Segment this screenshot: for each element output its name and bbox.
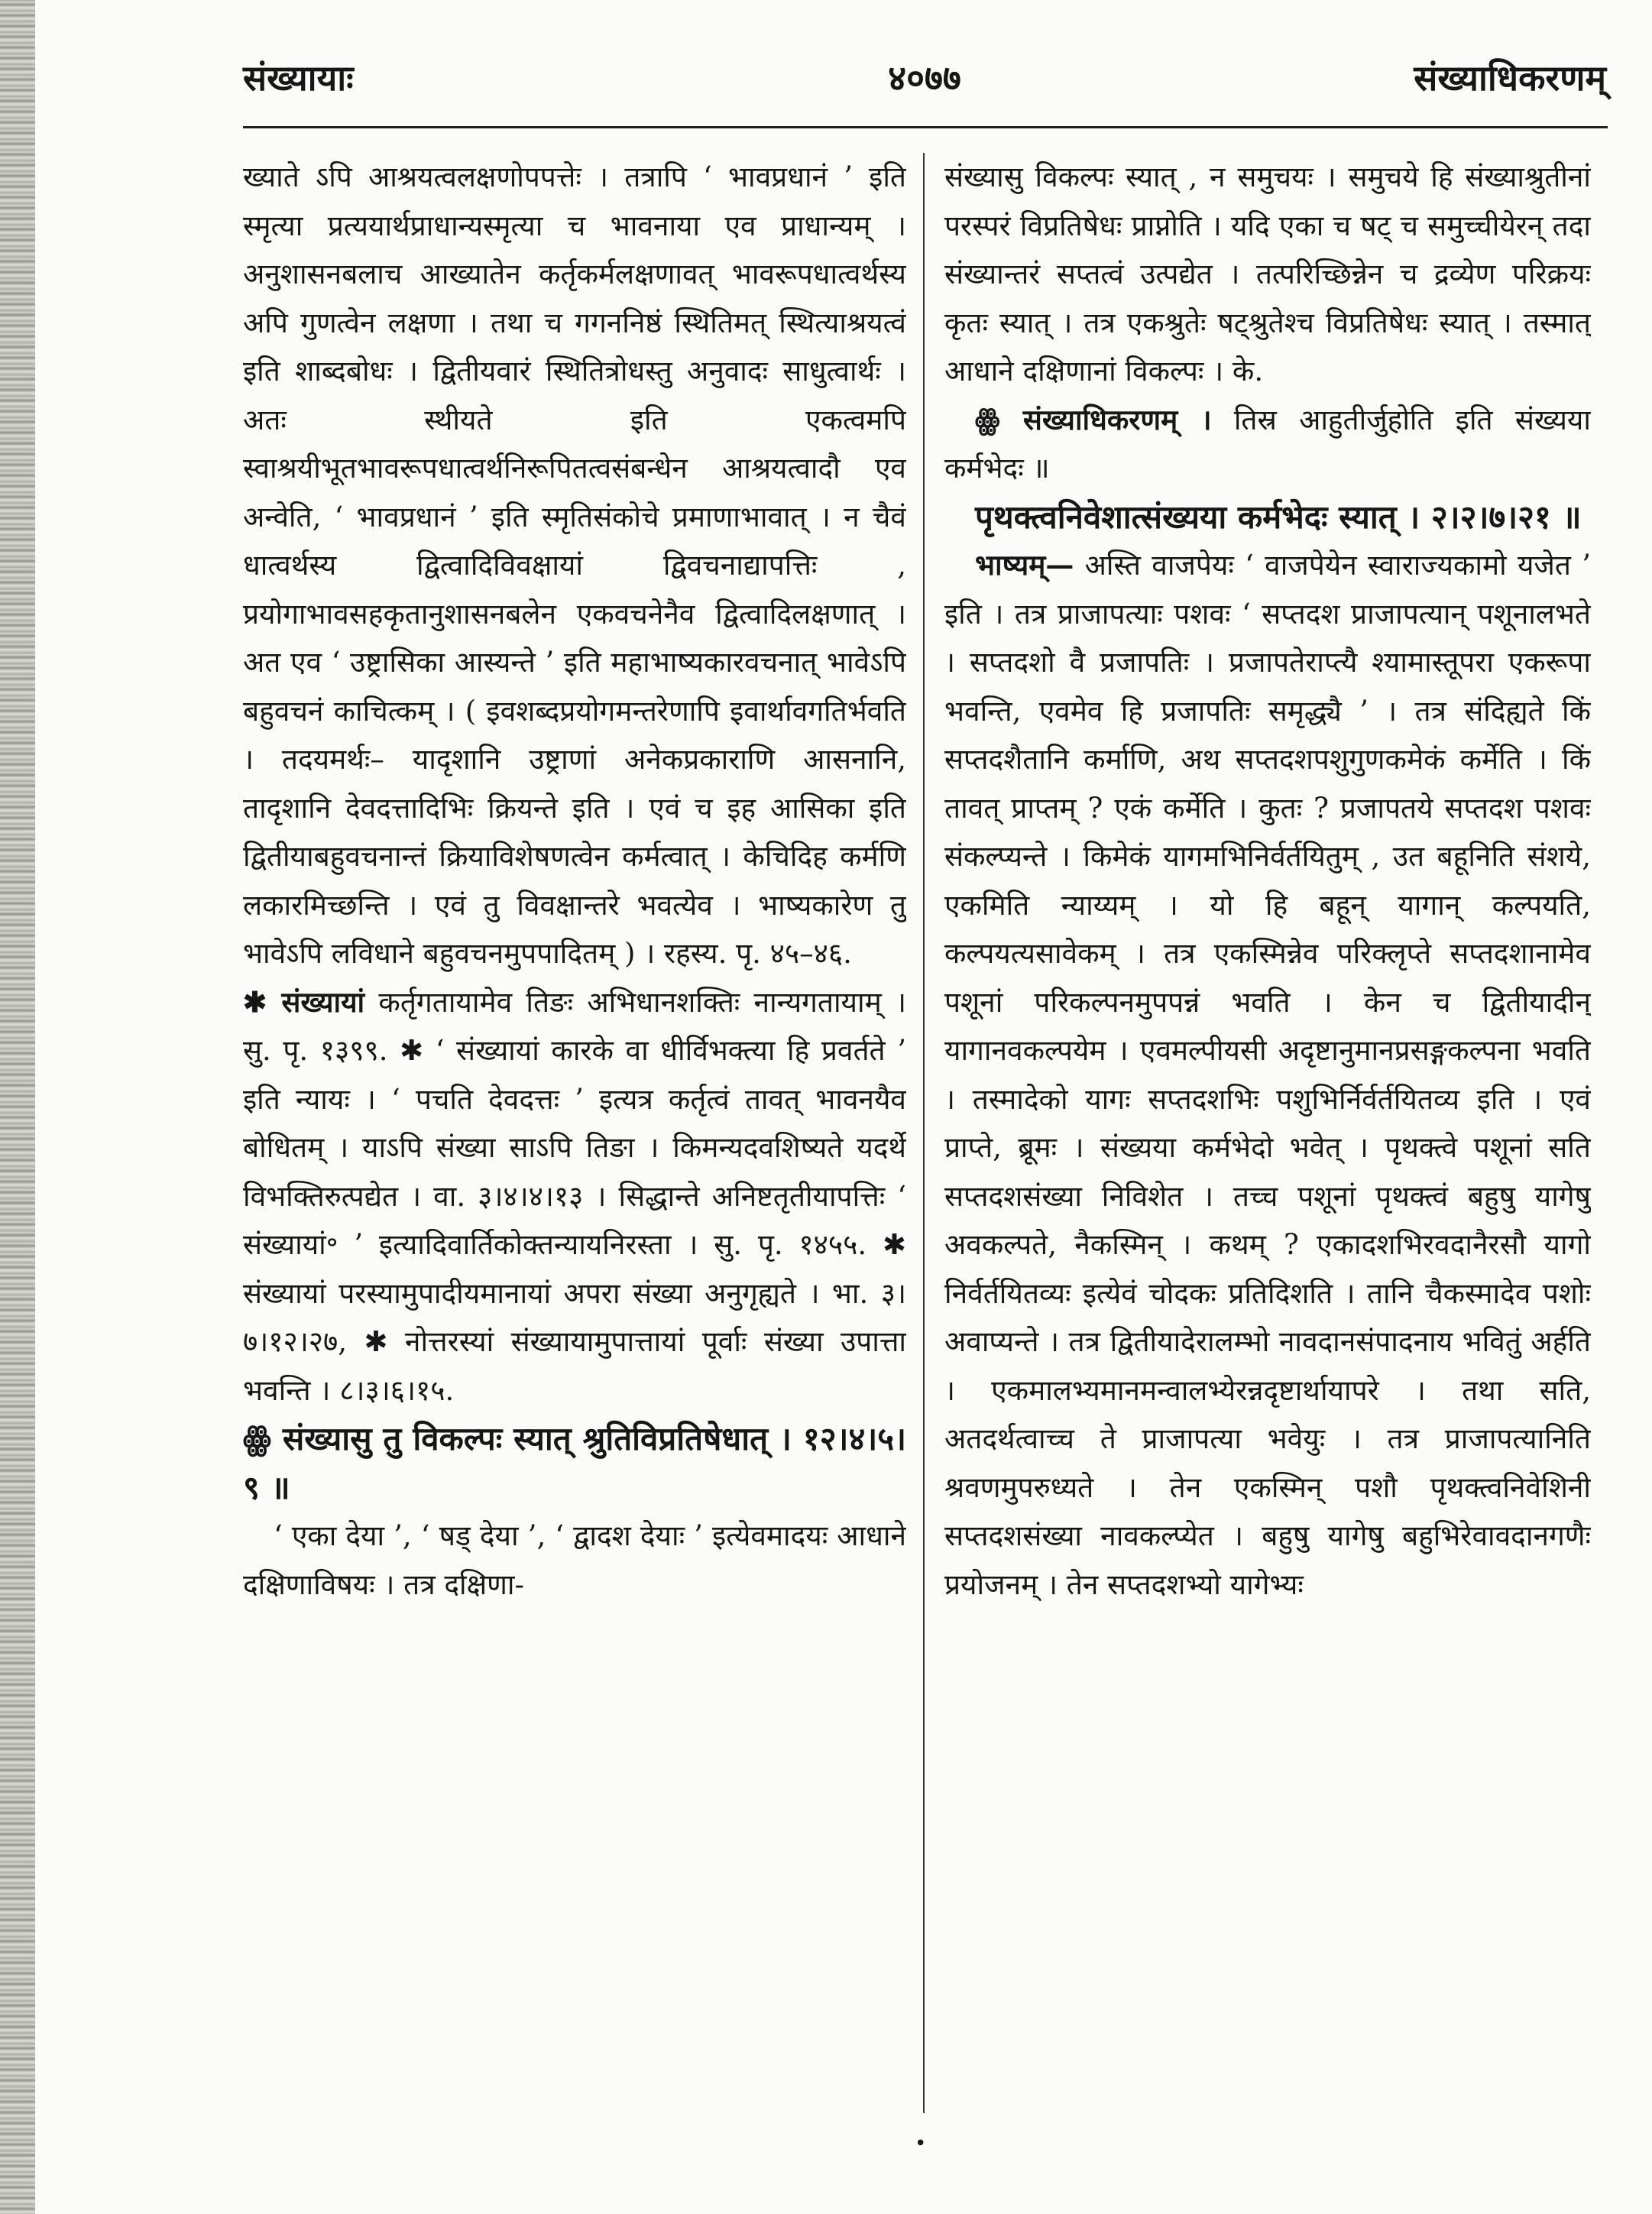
bhashya-paragraph [944,541,1591,1609]
adhikarana-summary: तिस्र आहुतीर्जुहोति इति संख्यया कर्मभेदः ॥ [944,403,1591,485]
right-column [944,153,1591,2099]
entry-text-3: ✱ संख्यायां परस्यामुपादीयमानायां अपरा संख्या अनुगृह्यते । भा. ३।७।१२।२७, [243,1228,906,1358]
adhikarana-heading-vikalpa: ꙮ संख्यासु तु विकल्पः स्यात् श्रुतिविप्रतिषेधात् । १२।४।५।९ ॥ [243,1420,906,1506]
left-paragraph-1: ख्याते ऽपि आश्रयत्वलक्षणोपपत्तेः । तत्रापि ‘ भावप्रधानं ’ इति स्मृत्या प्रत्ययार्थप्राधान्यस्मृत्या च भावनाया एव प्राधान्यम् । अनुशासनबलाच आख्यातेन कर्तृकर्मलक्षणावत् भावरूपधात्वर्थस्य अपि गुणत्वेन लक्षणा । तथा च गगननिष्ठं स्थितिमत् स्थित्याश्रयत्वं इति शाब्दबोधः । द्वितीयवारं स्थितित्रोधस्तु अनुवादः साधुत्वार्थः । अतः स्थीयते इति एकत्वमपि स्वाश्रयीभूतभावरूपधात्वर्थनिरूपितत्वसंबन्धेन आश्रयत्वादौ एव अन्वेति, ‘ भावप्रधानं ’ इति स्मृतिसंकोचे प्रमाणाभावात् । न चैवं धात्वर्थस्य द्वित्वादिविवक्षायां द्विवचनाद्यापत्तिः , प्रयोगाभावसहकृतानुशासनबलेन एकवचनेनैव द्वित्वादिलक्षणात् । अत एव ‘ उष्ट्रासिका आस्यन्ते ’ इति महाभाष्यकारवचनात् भावेऽपि बहुवचनं काचित्कम् । ( इवशब्दप्रयोगमन्तरेणापि इवार्थावगतिर्भवति । तदयमर्थः– यादृशानि उष्ट्राणां अनेकप्रकाराणि आसनानि, तादृशानि देवदत्तादिभिः क्रियन्ते इति । एवं च इह आसिका इति द्वितीयाबहुवचनान्तं क्रियाविशेषणत्वेन कर्मत्वात् । केचिदिह कर्मणि लकारमिच्छन्ति । एवं तु विवक्षान्तरे भवत्येव । भाष्यकारेण तु भावेऽपि लविधाने बहुवचनमुपपादितम् ) । रहस्य. पृ. ४५–४६. [243,160,906,970]
left-paragraph-2 [243,978,906,1415]
page-header [243,53,1606,115]
entry-text-4: ✱ नोत्तरस्यां संख्यायामुपात्तायां पूर्वाः संख्या उपात्ता भवन्ति । ८।३।६।१५. [243,1325,906,1407]
entry-head-sankhyayam: ✱ संख्यायां [243,984,365,1019]
adhikarana-title-sankhya: ꙮ संख्याधिकरणम् । [975,402,1212,436]
footer-mark: • [915,2132,927,2155]
book-binding-edge [0,0,35,2214]
left-column [243,153,906,2099]
sutra-heading: पृथक्त्वनिवेशात्संख्यया कर्मभेदः स्यात् । २।२।७।२१ ॥ [975,498,1582,536]
right-paragraph-1: संख्यासु विकल्पः स्यात् , न समुचयः । समुचये हि संख्याश्रुतीनां परस्परं विप्रतिषेधः प्राप्नोति । यदि एका च षट् च समुच्चीयेरन् तदा संख्यान्तरं सप्तत्वं उत्पद्येत । तत्परिच्छिन्नेन च द्रव्येण परिक्रयः कृतः स्यात् । तत्र एकश्रुतेः षट्श्रुतेश्च विप्रतिषेधः स्यात् । तस्मात् आधाने दक्षिणानां विकल्पः । के. [944,160,1591,387]
header-rule [243,126,1608,128]
header-left-keyword: संख्यायाः [243,57,354,99]
bhashya-label: भाष्यम्— [975,548,1074,582]
page-number: ४०७७ [888,57,961,99]
header-right-keyword: संख्याधिकरणम् [1414,57,1606,99]
entry-text-2: ✱ ‘ संख्यायां कारके वा धीर्विभक्त्या हि प्रवर्तते ’ इति न्यायः । ‘ पचति देवदत्तः ’ इत्यत्र कर्तृत्वं तावत् भावनयैव बोधितम् । याऽपि संख्या साऽपि तिङा । किमन्यदवशिष्यते यदर्थे विभक्तिरुत्पद्येत । वा. ३।४।४।१३ । सिद्धान्ते अनिष्टतृतीयापत्तिः ‘ संख्यायां॰ ’ इत्यादिवार्तिकोक्तन्यायनिरस्ता । सु. पृ. १४५५. [243,1034,906,1261]
left-paragraph-3: ‘ एका देया ’, ‘ षड् देया ’, ‘ द्वादश देयाः ’ इत्येवमादयः आधाने दक्षिणाविषयः । तत्र दक्षिणा- [243,1519,906,1601]
bhashya-text: अस्ति वाजपेयः ‘ वाजपेयेन स्वाराज्यकामो यजेत ’ इति । तत्र प्राजापत्याः पशवः ‘ सप्तदश प्राजापत्यान् पशूनालभते । सप्तदशो वै प्रजापतिः । प्रजापतेराप्त्यै श्यामास्तूपरा एकरूपा भवन्ति, एवमेव हि प्रजापतिः समृद्ध्यै ’ । तत्र संदिह्यते किं सप्तदशैतानि कर्माणि, अथ सप्तदशपशुगुणकमेकं कर्मेति । किं तावत् प्राप्तम् ? एकं कर्मेति । कुतः ? प्रजापतये सप्तदश पशवः संकल्प्यन्ते । किमेकं यागमभिनिर्वर्तयितुम् , उत बहूनिति संशये, एकमिति न्याय्यम् । यो हि बहून् यागान् कल्पयति, कल्पयत्यसावेकम् । तत्र एकस्मिन्नेव परिक्लृप्ते सप्तदशानामेव पशूनां परिकल्पनमुपपन्नं भवति । केन च द्वितीयादीन् यागानवकल्पयेम । एवमल्पीयसी अदृष्टानुमानप्रसङ्गकल्पना भवति । तस्मादेको यागः सप्तदशभिः पशुभिर्निर्वर्तयितव्य इति । एवं प्राप्ते, ब्रूमः । संख्यया कर्मभेदो भवेत् । पृथक्त्वे पशूनां सति सप्तदशसंख्या निविशेत । तच्च पशूनां पृथक्त्वं बहुषु यागेषु अवकल्पते, नैकस्मिन् । कथम् ? एकादशभिरवदानैरसौ यागो निर्वर्तयितव्यः इत्येवं चोदकः प्रतिदिशति । तानि चैकस्मादेव पशोः अवाप्यन्ते । तत्र द्वितीयादेरालम्भो नावदानसंपादनाय भवितुं अर्हति । एकमालभ्यमानमन्वालभ्येरन्नदृष्टार्थायापरे । तथा सति, अतदर्थत्वाच्च ते प्राजापत्या भवेयुः । तत्र प्राजापत्यानिति श्रवणमुपरुध्यते । तेन एकस्मिन् पशौ पृथक्त्वनिवेशिनी सप्तदशसंख्या नावकल्प्येत । बहुषु यागेषु बहुभिरेवावदानगणैः प्रयोजनम् । तेन सप्तदशभ्यो यागेभ्यः [944,549,1591,1601]
right-paragraph-2 [944,396,1591,493]
entry-text-1: कर्तृगतायामेव तिङः अभिधानशक्तिः नान्यगतायाम् । सु. पृ. १३९९. [243,985,906,1067]
column-divider [923,153,925,2113]
